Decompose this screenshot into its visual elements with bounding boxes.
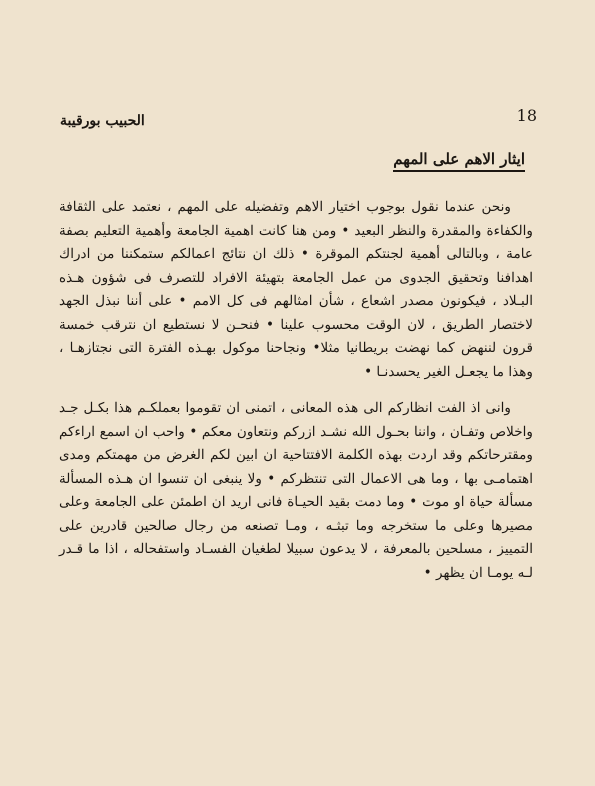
page-number: 18 <box>516 106 537 125</box>
paragraph: وانى اذ الفت انظاركم الى هذه المعانى ، اتمنى ان تقوموا بعملكـم هذا بكـل جـد واخلاص وتفـان ، واننا بحـول الله نشـد ازركم ونتعاون معكم • واحب ان اسمع اراءكم ومقترحاتكم وقد اردت بهذه الكلمة الافتتاحية ان ابين لكم الغرض من مهمتكم ومدى اهتمامـى بها ، وما هى الاعمال التى تنتظركم • ولا ينبغى ان تنسوا ان هـذه المسألة مسألة حياة او موت • وما دمت بقيد الحيـاة فانى اريد ان اطمئن على الجامعة وعلى مصيرها وعلى ما ستخرجه وما تبثـه ، ومـا تصنعه من رجال صالحين قادرين على التمييز ، مسلحين بالمعرفة ، لا يدعون سبيلا لطغيان الفسـاد واستفحاله ، اذا ما قـدر لـه يومـا ان يظهر • <box>59 400 533 581</box>
running-header-title: الحبيب بورقيبة <box>60 113 145 129</box>
body-text <box>59 196 533 585</box>
section-title: ايثار الاهم على المهم <box>393 150 525 172</box>
paragraph: ونحن عندما نقول بوجوب اختيار الاهم وتفضيله على المهم ، نعتمد على الثقافة والكفاءة والمقدرة والنظر البعيد • ومن هنا كانت اهمية الجامعة وأهمية التعليم بصفة عامة ، وبالتالى أهمية لجنتكم الموقرة • ذلك ان نتائج اعمالكم ستمكننا من ادراك اهدافنا وتحقيق الجدوى من عمل الجامعة بتهيئة الافراد للتصرف فى شؤون هـذه البـلاد ، فيكونون مصدر اشعاع ، شأن امثالهم فى كل الامم • على أننا نبذل الجهد لاختصار الطريق ، لان الوقت محسوب علينا • فنحـن لا نستطيع ان نترقب خمسة قرون لننهض كما نهضت بريطانيا مثلا• ونجاحنا موكول بهـذه الفترة التى نجتازهـا ، وهذا ما يجعـل الغير يحسدنـا • <box>59 199 533 380</box>
